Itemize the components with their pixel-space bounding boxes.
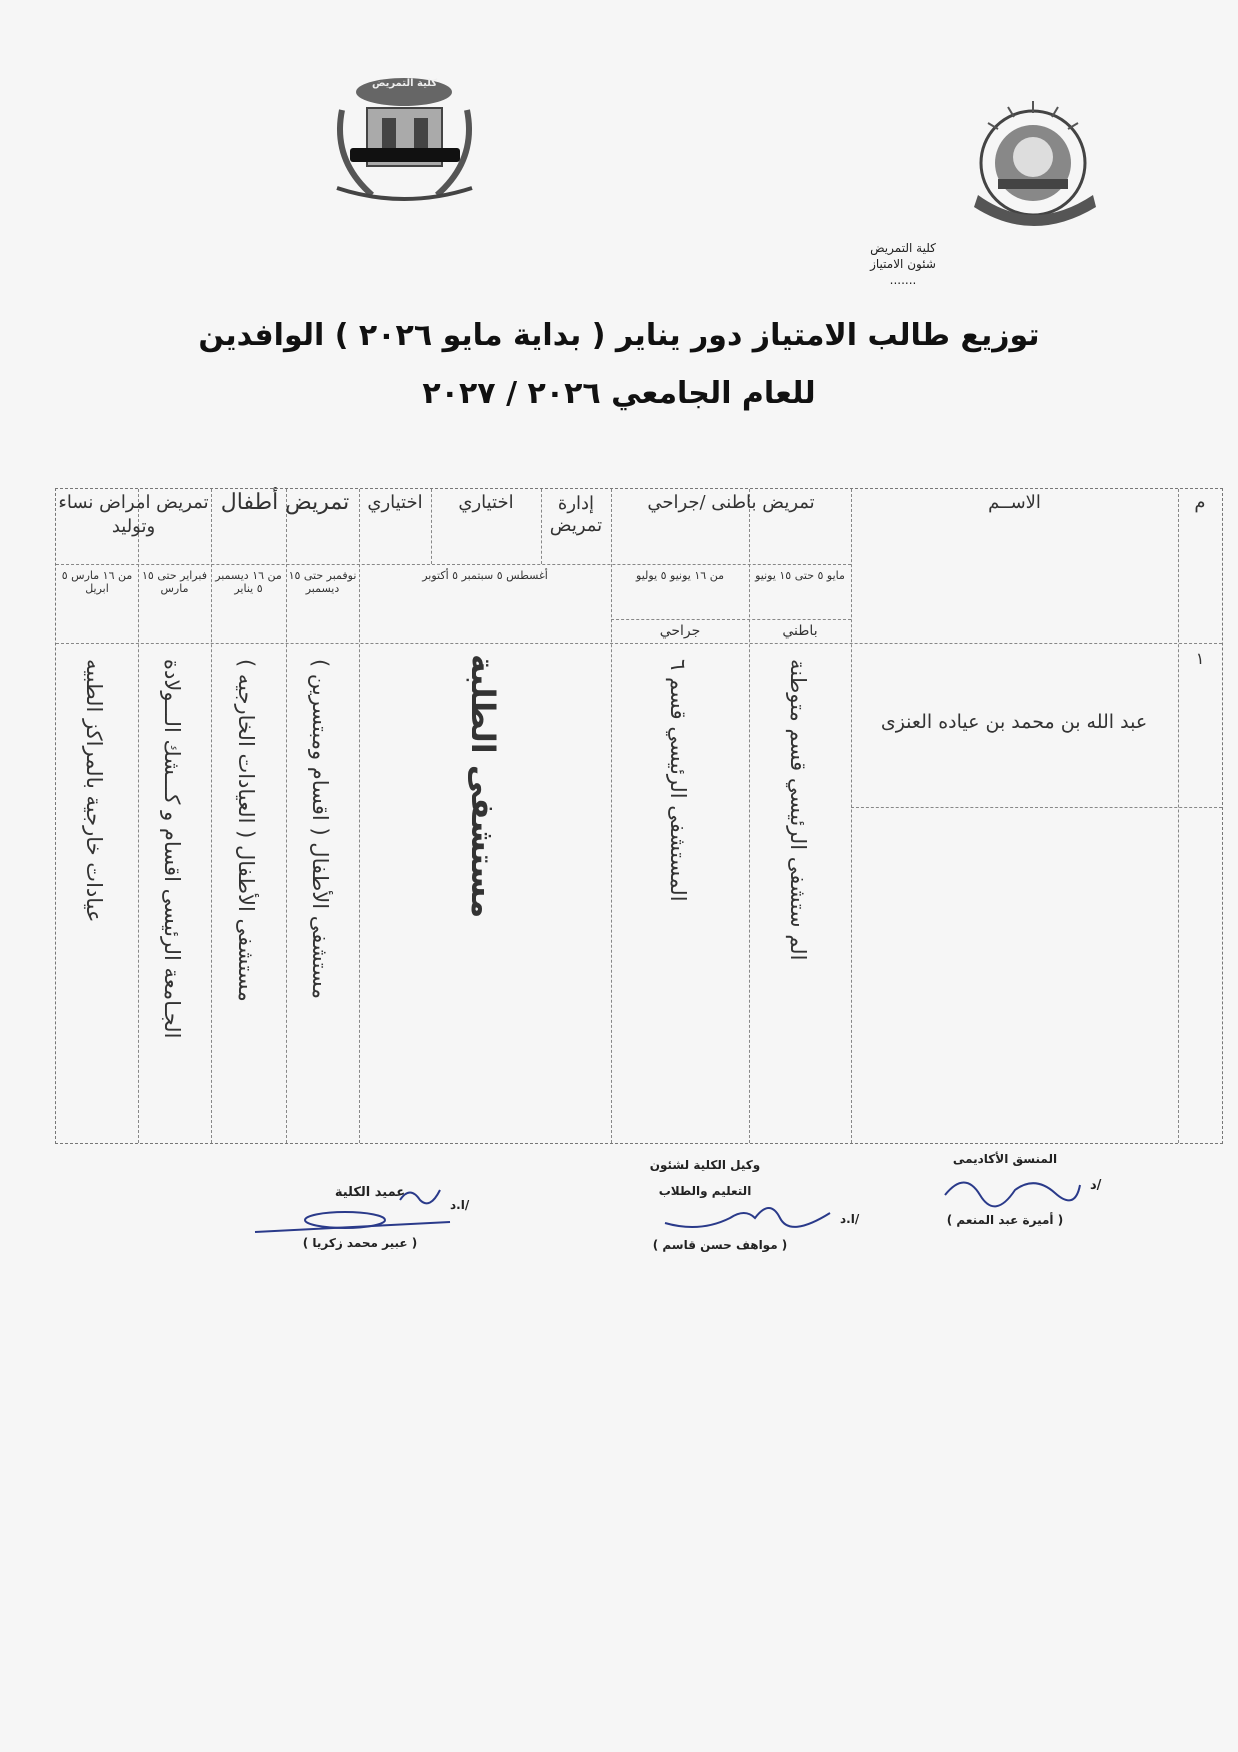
dean-name: ( عبير محمد زكريا ) xyxy=(302,1236,418,1250)
elective-period: أغسطس ٥ سبتمبر ٥ أكتوبر xyxy=(422,569,548,582)
distribution-table xyxy=(55,488,1223,1144)
peds-header: تمريض أطفال xyxy=(220,490,350,515)
obgyn-period1: فبراير حتى ١٥ مارس xyxy=(142,569,207,595)
peds-placement1: مستشفى الأطفال ( اقسام ومبتسرين ) xyxy=(308,659,332,999)
admin-header: إدارة تمريض xyxy=(549,493,603,536)
student-name: عبد الله بن محمد بن عياده العنزى xyxy=(880,711,1148,733)
medsurg-header: تمريض باطنى /جراحي xyxy=(647,492,815,513)
dean-signature xyxy=(250,1180,470,1240)
medsurg-period2: من ١٦ يونيو ٥ يوليو xyxy=(636,569,724,582)
faculty-line1: كلية التمريض xyxy=(870,241,936,255)
faculty-logo-text: كلية التمريض xyxy=(371,78,438,89)
coordinator-title: المنسق الأكاديمى xyxy=(952,1152,1058,1166)
medsurg-sub1: باطني xyxy=(782,623,818,639)
faculty-line3: ....... xyxy=(889,273,917,287)
obgyn-period2: من ١٦ مارس ٥ ابريل xyxy=(61,569,133,595)
vice-dean-signature xyxy=(660,1188,840,1238)
page-title: توزيع طالب الامتياز دور يناير ( بداية مايو ٢٠٢٦ ) الوافدين xyxy=(198,318,1040,353)
col-number-header: م xyxy=(1194,492,1206,513)
obgyn-placement1: الجـامعة الرئيسى اقسام و كـــشك الـــولادة xyxy=(160,659,184,1039)
faculty-label xyxy=(848,240,958,288)
peds-period2: من ١٦ ديسمبر ٥ يناير xyxy=(215,569,282,595)
medical-placement: الم ستشفى الرئيسي قسم متوطنة xyxy=(786,659,810,961)
obgyn-placement2: عيادات خارجية بالمراكز الطبيه xyxy=(82,659,106,923)
vice-dean-title2: التعليم والطلاب xyxy=(658,1184,752,1198)
col-name-header: الاســم xyxy=(988,492,1041,513)
surgical-placement: المستشفى الرئيسي قسم ٦ xyxy=(666,659,690,902)
elective-placement: مستشفى الطلبة xyxy=(464,654,502,919)
coordinator-name: ( أميرة عبد المنعم ) xyxy=(946,1213,1064,1227)
row-number: ١ xyxy=(1195,649,1205,668)
peds-placement2: مستشفى الأطفال ( العيادات الخارجيه ) xyxy=(234,659,258,1002)
coordinator-prefix: د/ xyxy=(1090,1178,1102,1193)
vice-dean-name: ( مواهف حسن قاسم ) xyxy=(652,1238,788,1252)
faculty-logo xyxy=(322,70,487,210)
page-subtitle: للعام الجامعي ٢٠٢٦ / ٢٠٢٧ xyxy=(422,376,816,411)
vice-dean-prefix: ا.د/ xyxy=(840,1212,860,1226)
peds-period1: نوفمبر حتى ١٥ ديسمبر xyxy=(288,569,357,595)
coordinator-signature xyxy=(935,1165,1085,1215)
elective1-header: اختياري xyxy=(458,492,514,513)
obgyn-header: تمريض امراض نساء وتوليد xyxy=(58,492,209,537)
elective2-header: اختياري xyxy=(367,492,423,513)
university-logo xyxy=(958,95,1108,235)
medsurg-sub2: جراحي xyxy=(659,623,701,639)
faculty-line2: شئون الامتياز xyxy=(870,257,936,271)
medsurg-period1: مايو ٥ حتى ١٥ يونيو xyxy=(755,569,845,582)
vice-dean-title: وكيل الكلية لشئون xyxy=(649,1158,761,1172)
dean-title: عميد الكلية xyxy=(334,1185,406,1200)
dean-prefix: ا.د/ xyxy=(450,1198,470,1212)
